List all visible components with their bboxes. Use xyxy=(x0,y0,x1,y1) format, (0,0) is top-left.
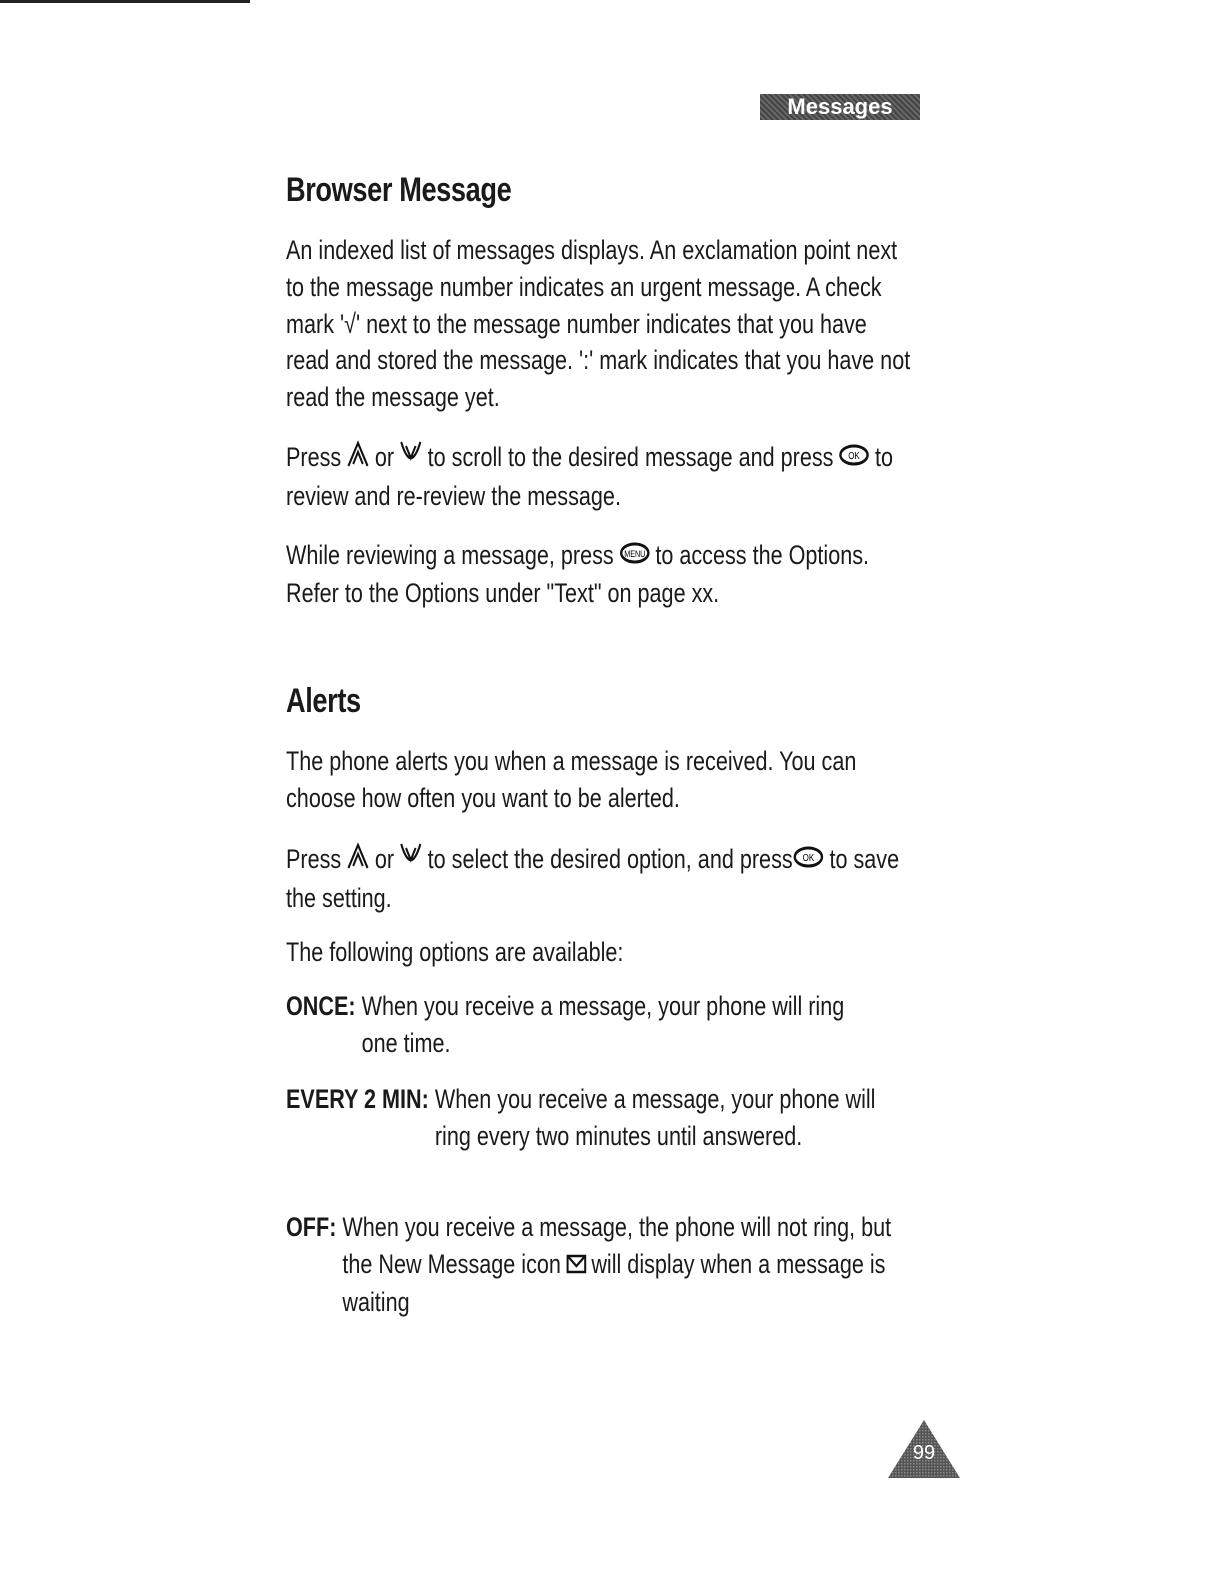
up-key-icon xyxy=(346,440,370,478)
paragraph-text: An indexed list of messages displays. An exclamation point next to the message number indicates an urgent message. A check mark '√' next to the message number indicates that you have read and stored the message. ':' mark indicates that you have not read the message yet. xyxy=(286,235,911,413)
section-tab: Messages xyxy=(760,94,920,120)
ok-key-icon xyxy=(838,440,870,477)
text: or xyxy=(374,442,395,472)
text: or xyxy=(374,844,395,874)
option-label: OFF xyxy=(286,1212,330,1242)
option-text: When you receive a message, your phone will ring every two minutes until answered. xyxy=(434,1084,876,1151)
down-key-icon xyxy=(399,842,423,880)
page-number: 99 xyxy=(912,1442,936,1464)
paragraph-text: The following options are available: xyxy=(286,937,624,967)
svg-text:OK: OK xyxy=(848,450,861,462)
new-message-envelope-icon xyxy=(566,1247,587,1284)
paragraph xyxy=(286,841,926,917)
browser-message-section xyxy=(286,172,926,209)
option-every-2-min: EVERY 2 MIN : When you receive a message, your phone will ring every two minutes until answered. xyxy=(286,1081,918,1155)
top-rule xyxy=(0,0,250,3)
text: to scroll to the desired message and press xyxy=(427,442,834,472)
option-label: ONCE xyxy=(286,991,349,1021)
paragraph xyxy=(286,439,914,515)
paragraph xyxy=(286,743,918,817)
option-text: When you receive a message, the phone will not ring, but the New Message icon xyxy=(342,1212,892,1279)
option-text: When you receive a message, your phone will ring one time. xyxy=(361,991,845,1058)
down-key-icon xyxy=(399,440,423,478)
text: While reviewing a message, press xyxy=(286,540,614,570)
svg-text:OK: OK xyxy=(802,852,815,864)
text: Press xyxy=(286,844,342,874)
text: to save the setting. xyxy=(286,844,900,913)
section-heading: Alerts xyxy=(286,682,361,720)
option-text: will display when a message is waiting xyxy=(342,1248,886,1318)
paragraph xyxy=(286,537,914,612)
paragraph-text: The phone alerts you when a message is received. You can choose how often you want to be alerted. xyxy=(286,746,857,813)
ok-key-icon xyxy=(793,842,825,879)
section-heading: Browser Message xyxy=(286,171,512,209)
text: to review and re-review the message. xyxy=(286,442,894,511)
text: to access the Options. Refer to the Options under "Text" on page xx. xyxy=(286,540,870,609)
paragraph xyxy=(286,232,914,416)
alerts-section xyxy=(286,683,926,720)
text: Press xyxy=(286,442,342,472)
option-off: OFF : When you receive a message, the phone will not ring, but the New Message icon will display when a message is waiting xyxy=(286,1209,918,1321)
option-label: EVERY 2 MIN xyxy=(286,1084,422,1114)
page-number-badge xyxy=(886,1418,962,1480)
paragraph xyxy=(286,934,926,971)
option-once: ONCE : When you receive a message, your phone will ring one time. xyxy=(286,988,894,1062)
menu-key-icon xyxy=(619,538,651,575)
svg-text:MENU: MENU xyxy=(623,549,646,560)
up-key-icon xyxy=(346,842,370,880)
text: to select the desired option, and press xyxy=(427,844,793,874)
